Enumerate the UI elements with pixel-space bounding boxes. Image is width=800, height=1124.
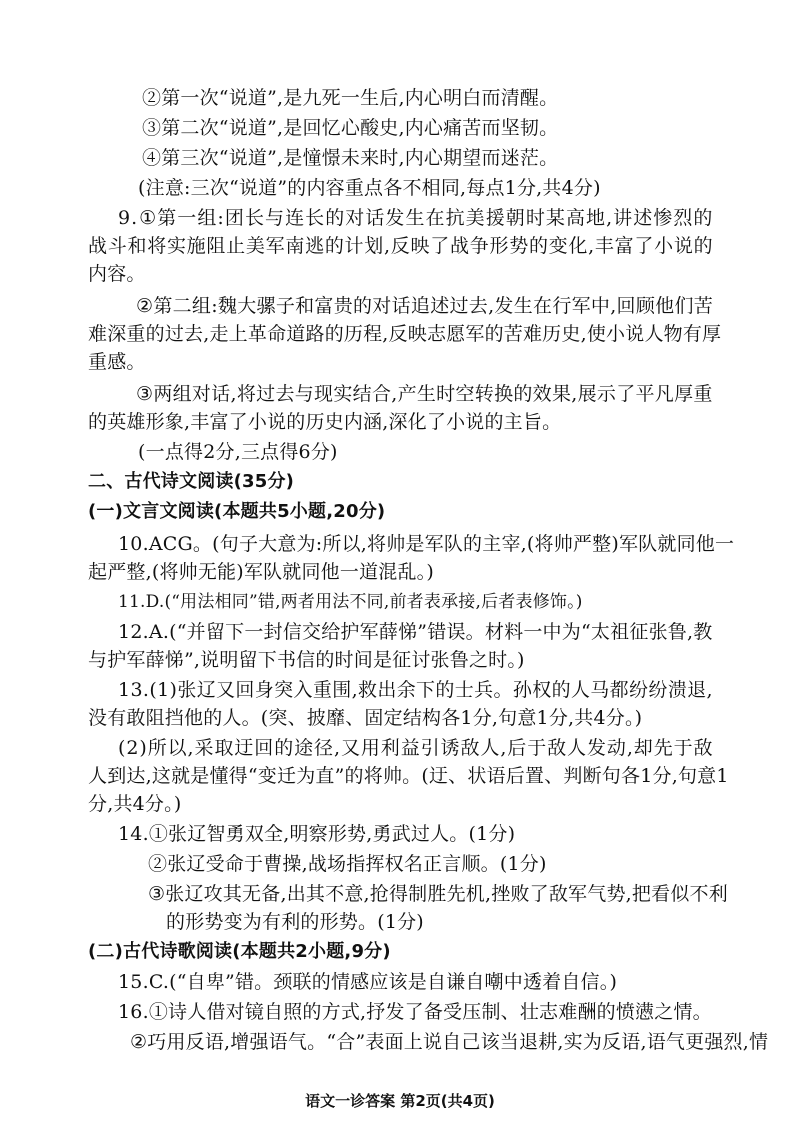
answer-line: ③第二次“说道”,是回忆心酸史,内心痛苦而坚韧。 <box>142 117 559 139</box>
answer-line: ②第一次“说道”,是九死一生后,内心明白而清醒。 <box>142 87 559 109</box>
subsection-heading: (二)古代诗歌阅读(本题共2小题,9分) <box>88 941 391 962</box>
scoring-note: (一点得2分,三点得6分) <box>138 441 338 463</box>
q13-answer-line: 人 到 达 , 这 就 是 懂 得 “ 变 迁 为 直 ” 的 将 帅 。 ( 迂 、 状 语 后 置 、 判 断 句 各 1 分 , 句 意 1 <box>88 765 729 787</box>
q9-answer-line: 难 深 重 的 过 去 , 走 上 革 命 道 路 的 历 程 , 反 映 志 愿 军 的 苦 难 历 史 , 使 小 说 人 物 有 厚 <box>88 323 722 345</box>
q10-answer-line: 1 0 . A C G 。 ( 句 子 大 意 为 : 所 以 , 将 帅 是 军 队 的 主 宰 , ( 将 帅 严 整 ) 军 队 就 同 他 一 <box>118 533 735 555</box>
q14-answer-line: ③ 张 辽 攻 其 无 备 , 出 其 不 意 , 抢 得 制 胜 先 机 , 挫 败 了 敌 军 气 势 , 把 看 似 不 利 <box>148 883 728 905</box>
q14-answer-line: 的形势变为有利的形势。(1分) <box>166 911 424 933</box>
q14-answer-line: ②张辽受命于曹操,战场指挥权名正言顺。(1分) <box>148 853 547 875</box>
q15-answer-line: 15.C.(“自卑”错。颈联的情感应该是自谦自嘲中透着自信。) <box>118 971 618 993</box>
q12-answer-line: 1 2 . A . ( “ 并 留 下 一 封 信 交 给 护 军 薛 悌 ” 错 误 。 材 料 一 中 为 “ 太 祖 征 张 鲁 , 教 <box>118 621 713 643</box>
q12-answer-line: 与护军薛悌”,说明留下书信的时间是征讨张鲁之时。) <box>88 649 525 671</box>
q9-answer-line: 9 . ① 第 一 组 : 团 长 与 连 长 的 对 话 发 生 在 抗 美 援 朝 时 某 高 地 , 讲 述 惨 烈 的 <box>118 207 713 229</box>
q9-answer-line: ③ 两 组 对 话 , 将 过 去 与 现 实 结 合 , 产 生 时 空 转 换 的 效 果 , 展 示 了 平 凡 厚 重 <box>136 383 713 405</box>
q13-answer-line: 1 3 . ( 1 ) 张 辽 又 回 身 突 入 重 围 , 救 出 余 下 的 士 兵 。 孙 权 的 人 马 都 纷 纷 溃 退 , <box>118 679 713 701</box>
answer-line: ④第三次“说道”,是憧憬未来时,内心期望而迷茫。 <box>142 147 559 169</box>
q9-answer-line: 的英雄形象,丰富了小说的历史内涵,深化了小说的主旨。 <box>88 411 562 433</box>
q10-answer-line: 起严整,(将帅无能)军队就同他一道混乱。) <box>88 561 434 583</box>
q9-answer-line: 内容。 <box>88 263 146 285</box>
q13-answer-line: 没有敢阻挡他的人。(突、披靡、固定结构各1分,句意1分,共4分。) <box>88 707 643 729</box>
q9-answer-line: ② 第 二 组 : 魏 大 骡 子 和 富 贵 的 对 话 追 述 过 去 , 发 生 在 行 军 中 , 回 顾 他 们 苦 <box>136 295 713 317</box>
q14-answer-line: 14.①张辽智勇双全,明察形势,勇武过人。(1分) <box>118 823 516 845</box>
scoring-note: (注意:三次“说道”的内容重点各不相同,每点1分,共4分) <box>138 177 601 199</box>
q16-answer-line: ② 巧 用 反 语 , 增 强 语 气 。 “ 合 ” 表 面 上 说 自 己 该 当 退 耕 , 实 为 反 语 , 语 气 更 强 烈 , 情 <box>130 1031 769 1053</box>
q9-answer-line: 战 斗 和 将 实 施 阻 止 美 军 南 逃 的 计 划 , 反 映 了 战 争 形 势 的 变 化 , 丰 富 了 小 说 的 <box>88 235 713 257</box>
section-heading: 二、古代诗文阅读(35分) <box>88 471 295 492</box>
subsection-heading: (一)文言文阅读(本题共5小题,20分) <box>88 501 386 522</box>
page-footer: 语文一诊答案 第2页(共4页) <box>305 1092 495 1110</box>
q11-answer-line: 11.D.(“用法相同”错,两者用法不同,前者表承接,后者表修饰。) <box>118 592 583 612</box>
q13-answer-line: 分,共4分。) <box>88 793 182 815</box>
q9-answer-line: 重感。 <box>88 351 146 373</box>
q16-answer-line: 16.①诗人借对镜自照的方式,抒发了备受压制、壮志难酬的愤懑之情。 <box>118 1001 712 1023</box>
q13-answer-line: ( 2 ) 所 以 , 采 取 迂 回 的 途 径 , 又 用 利 益 引 诱 敌 人 , 后 于 敌 人 发 动 , 却 先 于 敌 <box>118 737 713 759</box>
